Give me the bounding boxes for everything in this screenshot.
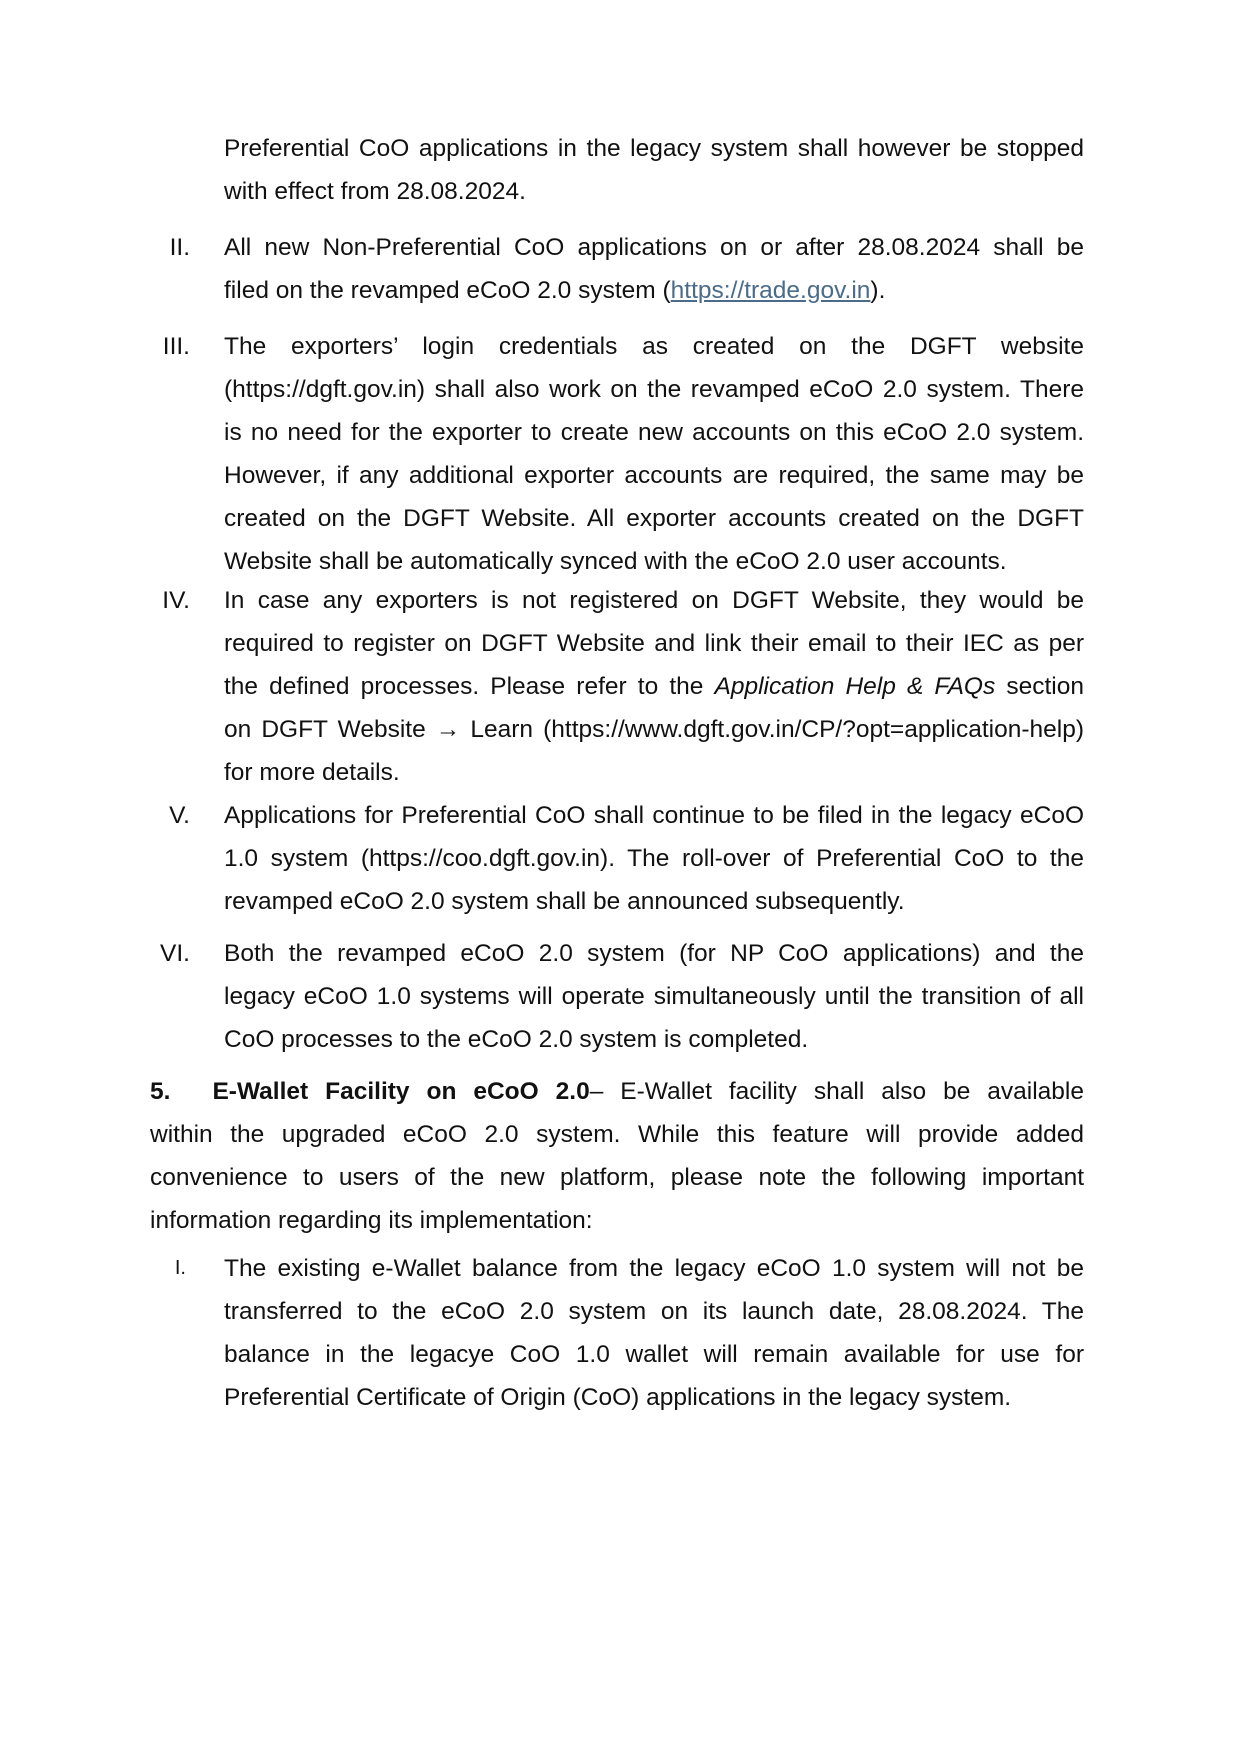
text-line [224, 708, 1084, 751]
section-heading: E-Wallet Facility on eCoO 2.0 [212, 1078, 590, 1105]
list-number: III. [162, 333, 190, 360]
text-line: 1.0 system (https://coo.dgft.gov.in). The roll-over of Preferential CoO to the [224, 845, 1084, 872]
text-line: convenience to users of the new platform, please note the following important [150, 1164, 1084, 1191]
text-line: for more details. [224, 759, 400, 786]
trade-gov-link[interactable]: https://trade.gov.in [670, 277, 871, 304]
list-number: VI. [160, 940, 190, 967]
text-line: (https://dgft.gov.in) shall also work on the revamped eCoO 2.0 system. There [224, 376, 1084, 403]
text-line: with effect from 28.08.2024. [224, 178, 526, 205]
text-fragment: filed on the revamped eCoO 2.0 system ( [224, 277, 671, 304]
text-line [224, 665, 1084, 708]
text-fragment: Learn (https://www.dgft.gov.in/CP/?opt=application-help) [460, 716, 1084, 743]
text-line: created on the DGFT Website. All exporter accounts created on the DGFT [224, 505, 1084, 532]
text-fragment: – E-Wallet facility shall also be available [589, 1078, 1084, 1105]
section-number: 5. [150, 1078, 171, 1105]
list-number: IV. [162, 587, 190, 614]
list-number: II. [169, 234, 190, 261]
help-faqs-title: Application Help & FAQs [714, 673, 996, 700]
arrow-right-icon: → [435, 716, 461, 743]
text-line: Both the revamped eCoO 2.0 system (for NP CoO applications) and the [224, 940, 1084, 967]
text-line: CoO processes to the eCoO 2.0 system is completed. [224, 1026, 809, 1053]
text-line: The exporters’ login credentials as created on the DGFT website [224, 333, 1084, 360]
text-fragment: the defined processes. Please refer to the [224, 673, 715, 700]
text-line: All new Non-Preferential CoO applications on or after 28.08.2024 shall be [224, 234, 1084, 261]
text-line [224, 269, 1084, 312]
text-line: required to register on DGFT Website and link their email to their IEC as per [224, 630, 1084, 657]
section-5 [150, 1070, 1084, 1242]
text-line: revamped eCoO 2.0 system shall be announced subsequently. [224, 888, 905, 915]
list-number: V. [169, 802, 190, 829]
text-line: information regarding its implementation: [150, 1207, 593, 1234]
text-line: The existing e-Wallet balance from the legacy eCoO 1.0 system will not be [224, 1255, 1084, 1282]
text-line: Preferential Certificate of Origin (CoO) applications in the legacy system. [224, 1384, 1012, 1411]
text-fragment: section [995, 673, 1084, 700]
text-line: In case any exporters is not registered on DGFT Website, they would be [224, 587, 1084, 614]
text-line: balance in the legacye CoO 1.0 wallet will remain available for use for [224, 1341, 1084, 1368]
text-line: However, if any additional exporter accounts are required, the same may be [224, 462, 1084, 489]
text-line: legacy eCoO 1.0 systems will operate simultaneously until the transition of all [224, 983, 1084, 1010]
text-line: is no need for the exporter to create new accounts on this eCoO 2.0 system. [224, 419, 1084, 446]
text-fragment: ). [870, 277, 886, 304]
text-line: Preferential CoO applications in the legacy system shall however be stopped [224, 135, 1084, 162]
text-line: transferred to the eCoO 2.0 system on its launch date, 28.08.2024. The [224, 1298, 1084, 1325]
text-line [150, 1070, 1084, 1113]
text-line: Applications for Preferential CoO shall continue to be filed in the legacy eCoO [224, 802, 1084, 829]
text-fragment: on DGFT Website [224, 716, 436, 743]
list-number: I. [174, 1257, 186, 1279]
text-line: Website shall be automatically synced with the eCoO 2.0 user accounts. [224, 548, 1007, 575]
text-line: within the upgraded eCoO 2.0 system. While this feature will provide added [150, 1121, 1084, 1148]
